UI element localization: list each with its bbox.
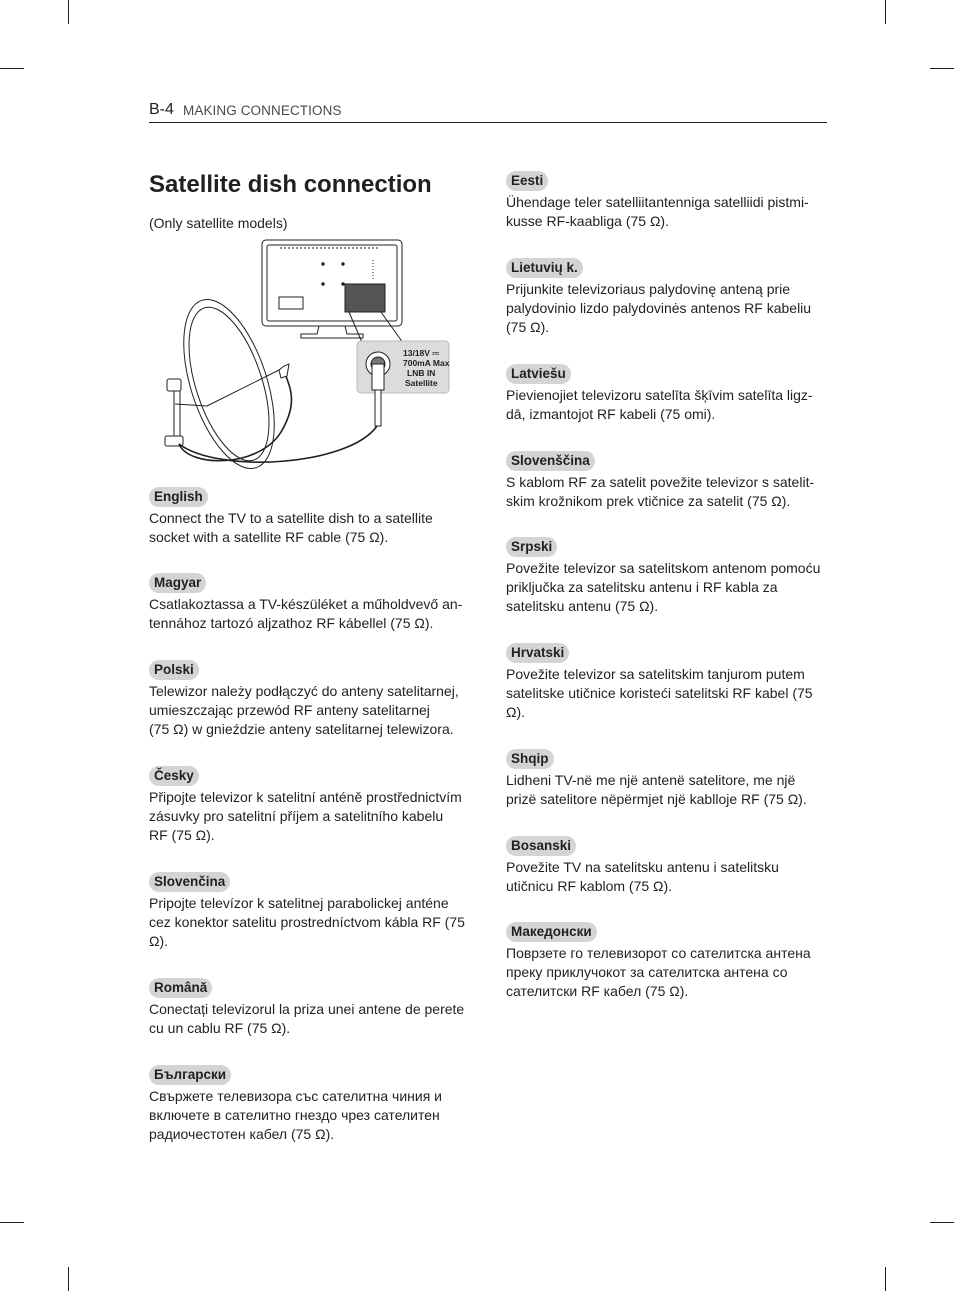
lang-text: Povežite TV na satelitsku antenu i satelitsku utičnicu RF kablom (75 Ω). xyxy=(506,859,779,894)
lang-text: Ühendage teler satelliitantenniga satelliidi pistmi- kusse RF-kaabliga (75 Ω). xyxy=(506,194,809,229)
lang-badge: Română xyxy=(149,978,212,998)
lang-text: Připojte televizor k satelitní anténě prostřednictvím zásuvky pro satelitní příjem a satelitního kabelu RF (75 Ω). xyxy=(149,789,462,843)
crop-mark xyxy=(885,0,886,24)
lang-text: Connect the TV to a satellite dish to a satellite socket with a satellite RF cable (75 Ω). xyxy=(149,510,433,545)
lang-badge: Bosanski xyxy=(506,836,576,856)
tv-back-icon xyxy=(262,240,402,338)
crop-mark xyxy=(885,1267,886,1291)
page-title: Satellite dish connection xyxy=(149,171,432,198)
lang-badge: Shqip xyxy=(506,749,554,769)
illustration-svg xyxy=(149,236,459,472)
lang-block-bulgarian xyxy=(149,1065,474,1144)
port-voltage-label: 13/18V ⎓ xyxy=(403,348,440,358)
port-label: Satellite xyxy=(405,378,438,388)
crop-mark xyxy=(930,1222,954,1223)
lang-block-lietuviu xyxy=(506,258,831,337)
lang-block-makedonski xyxy=(506,922,831,1001)
lang-text: Prijunkite televizoriaus palydovinę anteną prie palydovinio lizdo palydovinės antenos RF kabeliu (75 Ω). xyxy=(506,281,812,335)
lang-text: Pripojte televízor k satelitnej parabolickej anténe cez konektor satelitu prostredníctvom kábla RF (75 Ω). xyxy=(149,895,465,949)
lang-text: Csatlakoztassa a TV-készüléket a műholdvevő an- tennához tartozó aljzathoz RF kábellel (75 Ω). xyxy=(149,596,463,631)
lang-text: Conectați televizorul la priza unei antene de perete cu un cablu RF (75 Ω). xyxy=(149,1001,465,1036)
lang-badge: Srpski xyxy=(506,537,557,557)
connection-illustration xyxy=(149,236,459,472)
lang-block-romana xyxy=(149,978,474,1038)
lang-badge: Македонски xyxy=(506,922,597,942)
lang-badge: Български xyxy=(149,1065,231,1085)
lang-block-polski xyxy=(149,660,474,739)
lang-block-magyar xyxy=(149,573,474,633)
crop-mark xyxy=(68,0,69,24)
lang-block-cesky xyxy=(149,766,474,845)
lang-text: Povežite televizor sa satelitskim tanjurom putem satelitske utičnice koristeći satelitski RF kabel (75 Ω). xyxy=(506,666,813,720)
lang-block-eesti xyxy=(506,171,831,231)
lang-text: Telewizor należy podłączyć do anteny satelitarnej, umieszczając przewód RF anteny satelitarnej (75 Ω) w gnieździe anteny satelitarnej telewizora. xyxy=(149,683,459,737)
lang-badge: Latviešu xyxy=(506,364,571,384)
port-current-label: 700mA Max xyxy=(403,358,450,368)
lang-badge: English xyxy=(149,487,208,507)
lang-badge: Polski xyxy=(149,660,199,680)
lang-badge: Slovenčina xyxy=(149,872,230,892)
lang-text: Pievienojiet televizoru satelīta šķīvim satelīta ligz- dā, izmantojot RF kabeli (75 omi). xyxy=(506,387,813,422)
port-name-label: LNB IN xyxy=(407,368,436,378)
lang-block-shqip xyxy=(506,749,831,809)
satellite-dish-icon xyxy=(165,289,292,472)
lang-badge: Eesti xyxy=(506,171,548,191)
lang-block-bosanski xyxy=(506,836,831,896)
page-number: B-4 xyxy=(149,101,174,118)
crop-mark xyxy=(0,1222,24,1223)
lang-block-slovencina xyxy=(149,872,474,951)
lang-text: Поврзете го телевизорот со сателитска антена преку приклучокот за сателитска антена со сателитски RF кабел (75 Ω). xyxy=(506,945,811,999)
lang-block-slovenscina xyxy=(506,451,831,511)
section-title: MAKING CONNECTIONS xyxy=(183,103,342,118)
lang-text: Lidheni TV-në me një antenë satelitore, me një prizë satelitore nëpërmjet një kablloje RF (75 Ω). xyxy=(506,772,807,807)
lang-block-english xyxy=(149,487,474,547)
lang-badge: Slovenščina xyxy=(506,451,595,471)
lang-badge: Lietuvių k. xyxy=(506,258,583,278)
page-header xyxy=(149,100,827,123)
lang-badge: Magyar xyxy=(149,573,206,593)
lang-badge: Česky xyxy=(149,766,199,786)
crop-mark xyxy=(930,68,954,69)
lang-block-hrvatski xyxy=(506,643,831,722)
lang-text: Свържете телевизора със сателитна чиния и включете в сателитно гнездо чрез сателитен радиочестотен кабел (75 Ω). xyxy=(149,1088,442,1142)
crop-mark xyxy=(68,1267,69,1291)
lang-block-latviesu xyxy=(506,364,831,424)
crop-mark xyxy=(0,68,24,69)
lang-badge: Hrvatski xyxy=(506,643,569,663)
lang-text: Povežite televizor sa satelitskom antenom pomoću priključka za satelitsku antenu i RF kabla za satelitsku antenu (75 Ω). xyxy=(506,560,821,614)
subtitle: (Only satellite models) xyxy=(149,215,288,231)
lang-text: S kablom RF za satelit povežite televizor s satelit- skim krožnikom prek vtičnice za satelit (75 Ω). xyxy=(506,474,815,509)
lang-block-srpski xyxy=(506,537,831,616)
